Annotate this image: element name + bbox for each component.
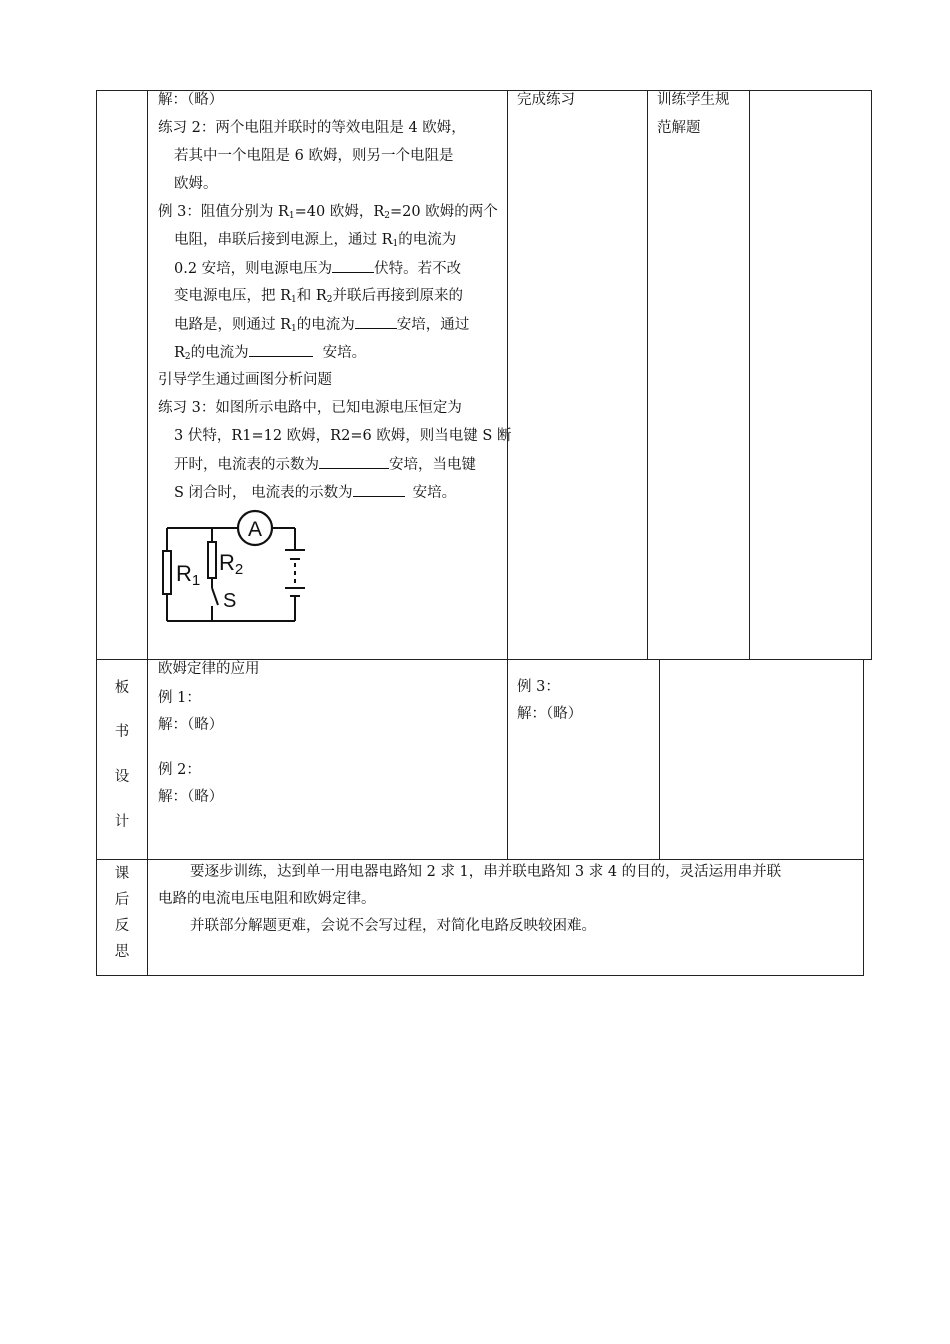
col-divider-4 [749,90,750,660]
r1-label: R1 [176,561,201,589]
r2-label: R2 [219,550,244,578]
label-char: 设 [114,769,130,785]
col-divider-board [659,659,660,860]
student-activity: 完成练习 [517,92,575,108]
board-example-3: 例 3： [517,679,560,695]
guide-note: 引导学生通过画图分析问题 [158,372,332,388]
design-intent-line-1: 训练学生规 [657,92,730,108]
col-divider-3 [647,90,648,660]
border-left [96,90,97,976]
answer-blank[interactable] [355,314,397,329]
answer-blank[interactable] [332,258,374,273]
switch-s [212,588,218,605]
reflection-para-1-line-1: 要逐步训练，达到单一用电器电路知 2 求 1，串并联电路知 3 求 4 的目的，灵活运用串并联 [190,864,782,880]
reflection-para-2: 并联部分解题更难，会说不会写过程，对简化电路反映较困难。 [190,918,596,934]
answer-blank[interactable] [319,454,389,469]
border-bottom [96,975,864,976]
example-3-line-2: 电阻，串联后接到电源上，通过 $R_1$的电流为 [174,232,457,249]
board-title: 欧姆定律的应用 [158,661,260,677]
practice-3-line-3: 开时，电流表的示数为 安培，当电键 [174,454,476,475]
border-right-top [871,90,872,660]
label-char: 后 [114,892,130,908]
practice-3-line-1: 练习 3：如图所示电路中，已知电源电压恒定为 [158,400,462,416]
practice-2-line-3: 欧姆。 [174,176,218,192]
circuit-diagram [155,508,320,633]
answer-omitted: 解：（略） [158,92,224,108]
row-divider-2 [96,859,864,860]
board-example-2-answer: 解：（略） [158,789,224,805]
practice-3-line-4: S 闭合时， 电流表的示数为 安培。 [174,482,456,503]
col-divider-2 [507,90,508,860]
reflection-para-1-line-2: 电路的电流电压电阻和欧姆定律。 [158,891,376,907]
answer-blank[interactable] [249,342,313,357]
board-example-3-answer: 解：（略） [517,706,583,722]
board-example-2: 例 2： [158,762,201,778]
col-divider-label [147,90,148,976]
example-3-line-1: 例 3：阻值分别为 $R_1=40$ 欧姆，$R_2=20$ 欧姆的两个 [158,204,498,221]
label-char: 反 [114,918,130,934]
example-3-line-6: $R_2$的电流为 安培。 [174,342,366,367]
label-char: 课 [114,866,130,882]
border-right-board [863,659,864,976]
answer-blank[interactable] [353,482,405,497]
practice-3-line-2: 3 伏特，R1=12 欧姆，R2=6 欧姆，则当电键 S 断 [174,428,512,444]
switch-label: S [223,590,237,612]
label-char: 思 [114,944,130,960]
label-char: 书 [114,724,130,740]
design-intent-line-2: 范解题 [657,120,701,136]
label-char: 板 [114,680,130,696]
practice-2-line-1: 练习 2：两个电阻并联时的等效电阻是 4 欧姆， [158,120,466,136]
board-example-1: 例 1： [158,690,201,706]
label-char: 计 [114,814,130,830]
ammeter-label: A [247,518,263,541]
resistor-r1 [163,551,171,594]
practice-2-line-2: 若其中一个电阻是 6 欧姆，则另一个电阻是 [174,148,454,164]
example-3-line-3: 0.2 安培，则电源电压为 伏特。若不改 [174,258,461,279]
example-3-line-5: 电路是，则通过 $R_1$的电流为 安培，通过 [174,314,469,339]
resistor-r2 [208,542,216,578]
board-example-1-answer: 解：（略） [158,717,224,733]
example-3-line-4: 变电源电压，把 $R_1$和 $R_2$并联后再接到原来的 [174,288,464,305]
